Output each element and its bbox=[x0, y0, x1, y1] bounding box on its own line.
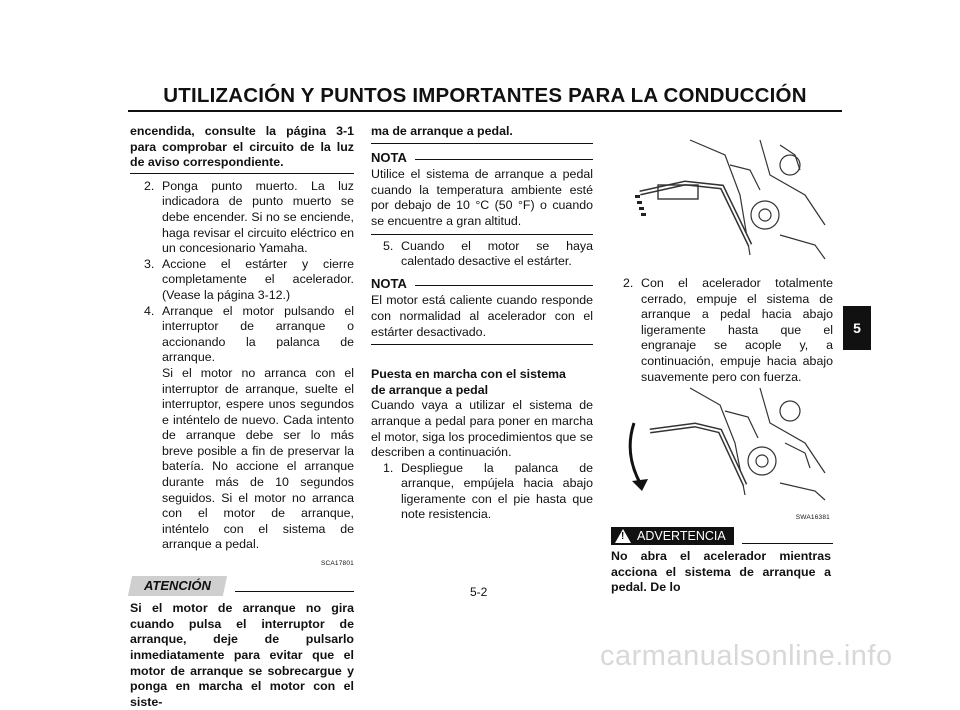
nota-rule bbox=[415, 285, 593, 286]
divider bbox=[371, 143, 593, 144]
caution-code: SCA17801 bbox=[320, 560, 354, 568]
step-text: Despliegue la palanca de arranque, empújela hacia abajo ligeramente con el pie hasta que note resistencia. bbox=[401, 460, 593, 522]
step-1 bbox=[371, 461, 593, 523]
page-number: 5-2 bbox=[470, 585, 488, 599]
step-5 bbox=[371, 239, 593, 270]
step-number: 2. bbox=[623, 276, 634, 290]
step-text: Accione el estárter y cierre completamente el acelerador. (Vease la página 3-12.) bbox=[162, 256, 354, 302]
step-text: Ponga punto muerto. La luz indicadora de punto muerto se debe encender. Si no se enciende, haga revisar el circuito eléctrico en un concesionario Yamaha. bbox=[162, 178, 354, 256]
step-4-extra: Si el motor no arranca con el interruptor de arranque, suelte el interruptor, espere unos segundos e inténtelo de nuevo. Cada intento de arranque debe ser lo más breve posible a fin de preservar la batería. No accione el arranque durante más de 10 segundos seguidos. Si el motor no arranca con el motor de arranque, inténtelo con el sistema de arranque a pedal. bbox=[162, 365, 354, 552]
column-2 bbox=[371, 124, 593, 523]
divider bbox=[371, 344, 593, 345]
watermark: carmanualsonline.info bbox=[600, 640, 893, 672]
nota-rule bbox=[415, 159, 593, 160]
kickstarter-illustration-1 bbox=[630, 135, 830, 260]
column-3 bbox=[611, 276, 833, 385]
intro-bold-text: encendida, consulte la página 3-1 para comprobar el circuito de la luz de aviso correspondiente. bbox=[130, 124, 354, 170]
warning-text-block bbox=[611, 549, 831, 596]
header-rule bbox=[128, 110, 842, 112]
atencion-label: ATENCIÓN bbox=[144, 577, 211, 593]
advertencia-text: No abra el acelerador mientras acciona el sistema de arranque a pedal. De lo bbox=[611, 549, 831, 595]
kickstarter-drawing-1 bbox=[630, 135, 830, 260]
atencion-header bbox=[130, 576, 354, 596]
section-title: Puesta en marcha con el sistema de arranque a pedal bbox=[371, 367, 566, 397]
kickstarter-drawing-2 bbox=[620, 383, 830, 501]
step-4 bbox=[144, 304, 354, 366]
nota-2-text: El motor está caliente cuando responde con normalidad al acelerador con el estárter desactivado. bbox=[371, 293, 593, 339]
step-2-pedal bbox=[611, 276, 833, 385]
nota-1-text: Utilice el sistema de arranque a pedal cuando la temperatura ambiente esté por debajo de 10 °C (50 °F) o cuando se encuentre a gran altitud. bbox=[371, 167, 593, 228]
warning-code: SWA16381 bbox=[795, 514, 830, 521]
advertencia-header bbox=[611, 527, 833, 545]
column-1 bbox=[130, 124, 354, 710]
nota-label: NOTA bbox=[371, 149, 407, 165]
step-number: 1. bbox=[383, 460, 394, 475]
kickstarter-illustration-2 bbox=[620, 383, 830, 501]
nota-header-1 bbox=[371, 150, 593, 166]
chapter-tab: 5 bbox=[843, 306, 871, 350]
step-text: Arranque el motor pulsando el interruptor de arranque o accionando la palanca de arranque. bbox=[162, 303, 354, 365]
step-text: Cuando el motor se haya calentado desactive el estárter. bbox=[401, 238, 593, 269]
continued-bold-text: ma de arranque a pedal. bbox=[371, 124, 513, 138]
step-number: 2. bbox=[144, 178, 155, 193]
step-text: Con el acelerador totalmente cerrado, empuje el sistema de arranque a pedal hacia abajo ligeramente hasta que el engranaje se acople y, a continuación, empuje hacia abajo suavemente pero con fuerza. bbox=[641, 276, 833, 384]
step-3 bbox=[144, 257, 354, 304]
step-2 bbox=[144, 179, 354, 257]
divider bbox=[371, 234, 593, 235]
warning-triangle-icon bbox=[615, 529, 631, 543]
page-header-title: UTILIZACIÓN Y PUNTOS IMPORTANTES PARA LA CONDUCCIÓN bbox=[163, 84, 807, 107]
advertencia-rule bbox=[742, 543, 833, 544]
step-number: 5. bbox=[383, 238, 394, 253]
nota-label: NOTA bbox=[371, 275, 407, 291]
step-number: 3. bbox=[144, 256, 155, 271]
atencion-rule bbox=[235, 591, 354, 592]
step-number: 4. bbox=[144, 303, 155, 318]
advertencia-label: ADVERTENCIA bbox=[637, 529, 726, 543]
atencion-badge bbox=[128, 576, 227, 596]
advertencia-badge bbox=[611, 527, 734, 545]
nota-header-2 bbox=[371, 276, 593, 292]
section-text: Cuando vaya a utilizar el sistema de arranque a pedal para poner en marcha el motor, siga los procedimientos que se describen a continuación. bbox=[371, 398, 593, 460]
atencion-text: Si el motor de arranque no gira cuando pulsa el interruptor de arranque, deje de pulsarlo inmediatamente para evitar que el motor de arranque se sobrecargue y ponga en marcha el motor con el siste- bbox=[130, 601, 354, 709]
divider bbox=[130, 173, 354, 174]
